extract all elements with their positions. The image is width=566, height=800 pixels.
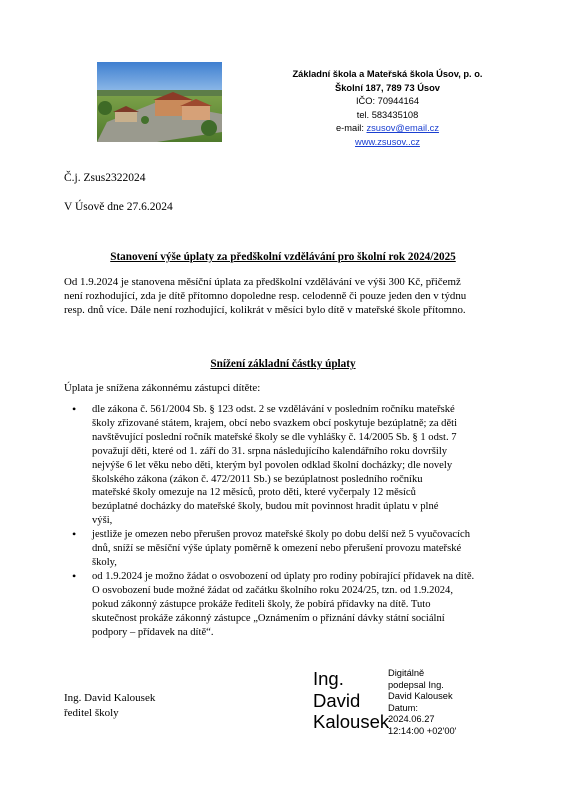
digital-signature-info xyxy=(388,668,456,738)
signer-role: ředitel školy xyxy=(64,707,119,719)
list-line: skutečnost prokáže zákonný zástupce „Oznámením o přiznání dávky státní sociální xyxy=(92,612,445,624)
signature-info-line: David Kalousek xyxy=(388,691,453,702)
email-link[interactable]: zsusov@email.cz xyxy=(366,123,439,133)
school-name: Základní škola a Mateřská škola Úsov, p. o. xyxy=(292,69,483,79)
list-item xyxy=(92,403,542,528)
website-link[interactable]: www.zsusov..cz xyxy=(355,136,420,147)
list-line: školského zákona (zákon č. 472/2011 Sb.) se bezúplatnost posledního ročníku xyxy=(92,473,423,485)
intro-line: resp. dnů více. Dále není rozhodující, kolikrát v měsíci bylo dítě v mateřské škole přítomno. xyxy=(64,304,466,317)
list-line: • dle zákona č. 561/2004 Sb. § 123 odst. 2 se vzdělávání v posledním ročníku mateřské xyxy=(92,404,455,415)
signature-info-line: Datum: xyxy=(388,702,418,713)
intro-line: není rozhodující, zda je dítě přítomno dopoledne resp. celodenně či pouze jeden den v týdnu xyxy=(64,290,467,303)
section-intro: Úplata je snížena zákonnému zástupci dítěte: xyxy=(64,382,261,394)
list-line: O osvobození bude možné žádat od začátku školního roku 2024/25, tzn. od 1.9.2024, xyxy=(92,584,453,596)
intro-line: Od 1.9.2024 je stanovena měsíční úplata za předškolní vzdělávání ve výši 300 Kč, přičemž xyxy=(64,276,461,288)
signature-name-line: David xyxy=(313,689,361,711)
document-title: Stanovení výše úplaty za předškolní vzdělávání pro školní rok 2024/2025 xyxy=(110,251,456,263)
signature-info-line: 2024.06.27 xyxy=(388,714,435,725)
list-line: výši, xyxy=(92,515,113,527)
reference-number: Č.j. Zsus2322024 xyxy=(64,172,146,184)
signature-info-line: podepsal Ing. xyxy=(388,679,444,690)
list-line: školy, xyxy=(92,556,117,568)
school-website-row xyxy=(280,136,495,150)
list-line: navštěvující poslední ročník mateřské školy se dle vyhlášky č. 14/2005 Sb. § 1 odst. 7 xyxy=(92,431,457,443)
signature-name-line: Ing. xyxy=(313,668,344,689)
signature-name-line: Kalousek xyxy=(313,711,390,732)
signer-block xyxy=(64,691,155,721)
list-item xyxy=(92,570,542,640)
school-ico: IČO: 70944164 xyxy=(355,96,420,106)
email-label: e-mail: xyxy=(336,123,367,133)
list-line: školy zřizované státem, krajem, obcí nebo svazkem obcí poskytuje bezúplatně; za děti xyxy=(92,417,458,429)
school-email-row xyxy=(280,122,495,136)
list-item xyxy=(92,528,542,570)
list-line: bezúplatné docházky do mateřské školy, budou mít povinnost hradit úplatu v plné xyxy=(92,501,439,513)
list-line: • od 1.9.2024 je možno žádat o osvobození od úplaty pro rodiny pobírající přídavek na dítě. xyxy=(92,570,475,582)
school-photo xyxy=(97,62,222,142)
signature-info-line: Digitálně xyxy=(388,668,425,678)
section-title: Snížení základní částky úplaty xyxy=(210,358,356,370)
list-line: dnů, sníží se měsíční výše úplaty poměrně k omezení nebo přerušení provozu mateřské xyxy=(92,543,462,555)
list-line: mateřské školy omezuje na 12 měsíců, proto děti, které vyčerpaly 12 měsíců xyxy=(92,487,416,499)
signer-name: Ing. David Kalousek xyxy=(64,692,156,704)
list-line: • jestliže je omezen nebo přerušen provoz mateřské školy po dobu delší než 5 vyučovacích xyxy=(92,529,471,541)
school-building-photo-icon xyxy=(97,62,222,142)
intro-paragraph xyxy=(64,275,509,318)
school-address: Školní 187, 789 73 Úsov xyxy=(335,82,440,93)
signature-info-line: 12:14:00 +02'00' xyxy=(388,725,457,736)
list-line: považují děti, které od 1. září do 31. srpna následujícího kalendářního roku dovršily xyxy=(92,445,448,457)
place-date: V Úsově dne 27.6.2024 xyxy=(64,201,173,213)
list-line: podpory – přídavek na dítě“. xyxy=(92,626,214,638)
school-info xyxy=(280,68,495,149)
list-line: pokud zákonný zástupce prokáže řediteli školy, že pobírá přídavky na dítě. Tuto xyxy=(92,598,431,610)
list-line: nejvýše 6 let věku nebo děti, kterým byl povolen odklad školní docházky; dle novely xyxy=(92,459,453,471)
digital-signature-name xyxy=(313,668,389,733)
school-phone: tel. 583435108 xyxy=(356,109,419,120)
reduction-list xyxy=(64,403,542,639)
